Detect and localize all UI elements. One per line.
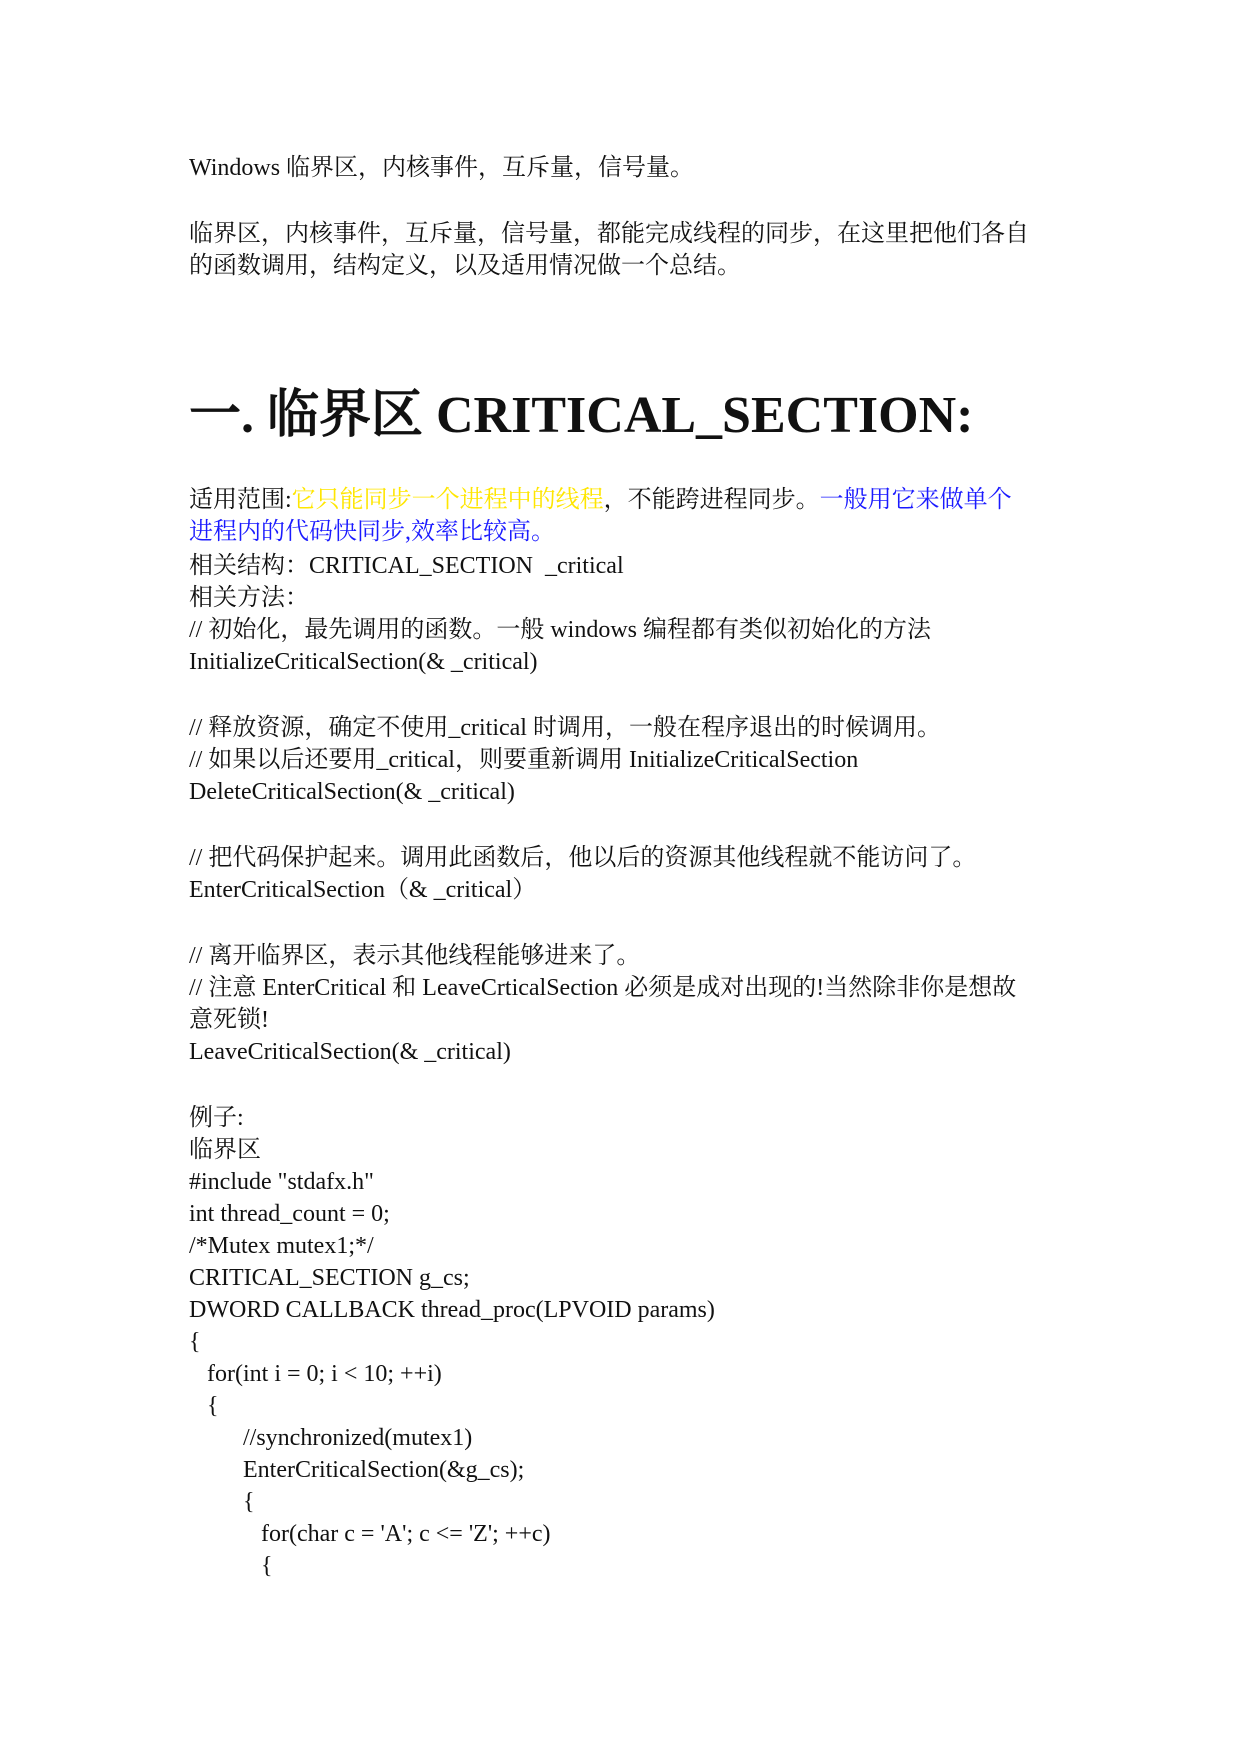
intro-title: Windows 临界区，内核事件，互斥量，信号量。 <box>189 155 695 181</box>
methods-label: 相关方法： <box>189 585 309 611</box>
enter-comment: // 把代码保护起来。调用此函数后，他以后的资源其他线程就不能访问了。 <box>189 845 977 871</box>
scope-highlight-blue: 一般用它来做单个 <box>819 487 1012 513</box>
scope-highlight-yellow: 它只能同步一个进程中的线程 <box>291 487 604 513</box>
enter-call: EnterCriticalSection（& _critical） <box>189 877 537 903</box>
code-line: { <box>189 1489 255 1515</box>
init-call: InitializeCriticalSection(& _critical) <box>189 649 538 675</box>
code-line: { <box>189 1553 273 1579</box>
scope-label: 适用范围: <box>189 487 292 513</box>
code-line: DWORD CALLBACK thread_proc(LPVOID params) <box>189 1297 715 1323</box>
intro-summary-line-2: 的函数调用，结构定义，以及适用情况做一个总结。 <box>189 253 741 279</box>
scope-line-1 <box>189 484 1012 516</box>
init-comment: // 初始化，最先调用的函数。一般 windows 编程都有类似初始化的方法 <box>189 617 932 643</box>
leave-comment-1: // 离开临界区，表示其他线程能够进来了。 <box>189 943 641 969</box>
code-line: for(char c = 'A'; c <= 'Z'; ++c) <box>189 1521 551 1547</box>
code-line: for(int i = 0; i < 10; ++i) <box>189 1361 442 1387</box>
delete-comment-2: // 如果以后还要用_critical，则要重新调用 InitializeCriticalSection <box>189 747 859 773</box>
section-heading: 一. 临界区 CRITICAL_SECTION: <box>189 387 974 444</box>
code-line: /*Mutex mutex1;*/ <box>189 1233 374 1259</box>
code-line: EnterCriticalSection(&g_cs); <box>189 1457 525 1483</box>
scope-line-2: 进程内的代码快同步,效率比较高。 <box>189 519 555 545</box>
struct-line: 相关结构：CRITICAL_SECTION _critical <box>189 553 624 579</box>
intro-summary-line-1: 临界区，内核事件，互斥量，信号量，都能完成线程的同步，在这里把他们各自 <box>189 221 1029 247</box>
leave-comment-2: // 注意 EnterCritical 和 LeaveCrticalSection 必须是成对出现的!当然除非你是想故 <box>189 975 1017 1001</box>
code-line: { <box>189 1393 219 1419</box>
code-line: #include "stdafx.h" <box>189 1169 374 1195</box>
scope-plain: ，不能跨进程同步。 <box>603 487 820 513</box>
delete-call: DeleteCriticalSection(& _critical) <box>189 779 515 805</box>
leave-call: LeaveCriticalSection(& _critical) <box>189 1039 511 1065</box>
example-label: 例子: <box>189 1105 244 1131</box>
code-line: int thread_count = 0; <box>189 1201 390 1227</box>
code-line: CRITICAL_SECTION g_cs; <box>189 1265 470 1291</box>
code-line: //synchronized(mutex1) <box>189 1425 473 1451</box>
code-line: { <box>189 1329 201 1355</box>
delete-comment-1: // 释放资源，确定不使用_critical 时调用，一般在程序退出的时候调用。 <box>189 715 941 741</box>
leave-comment-3: 意死锁! <box>189 1007 269 1033</box>
example-title: 临界区 <box>189 1137 261 1163</box>
